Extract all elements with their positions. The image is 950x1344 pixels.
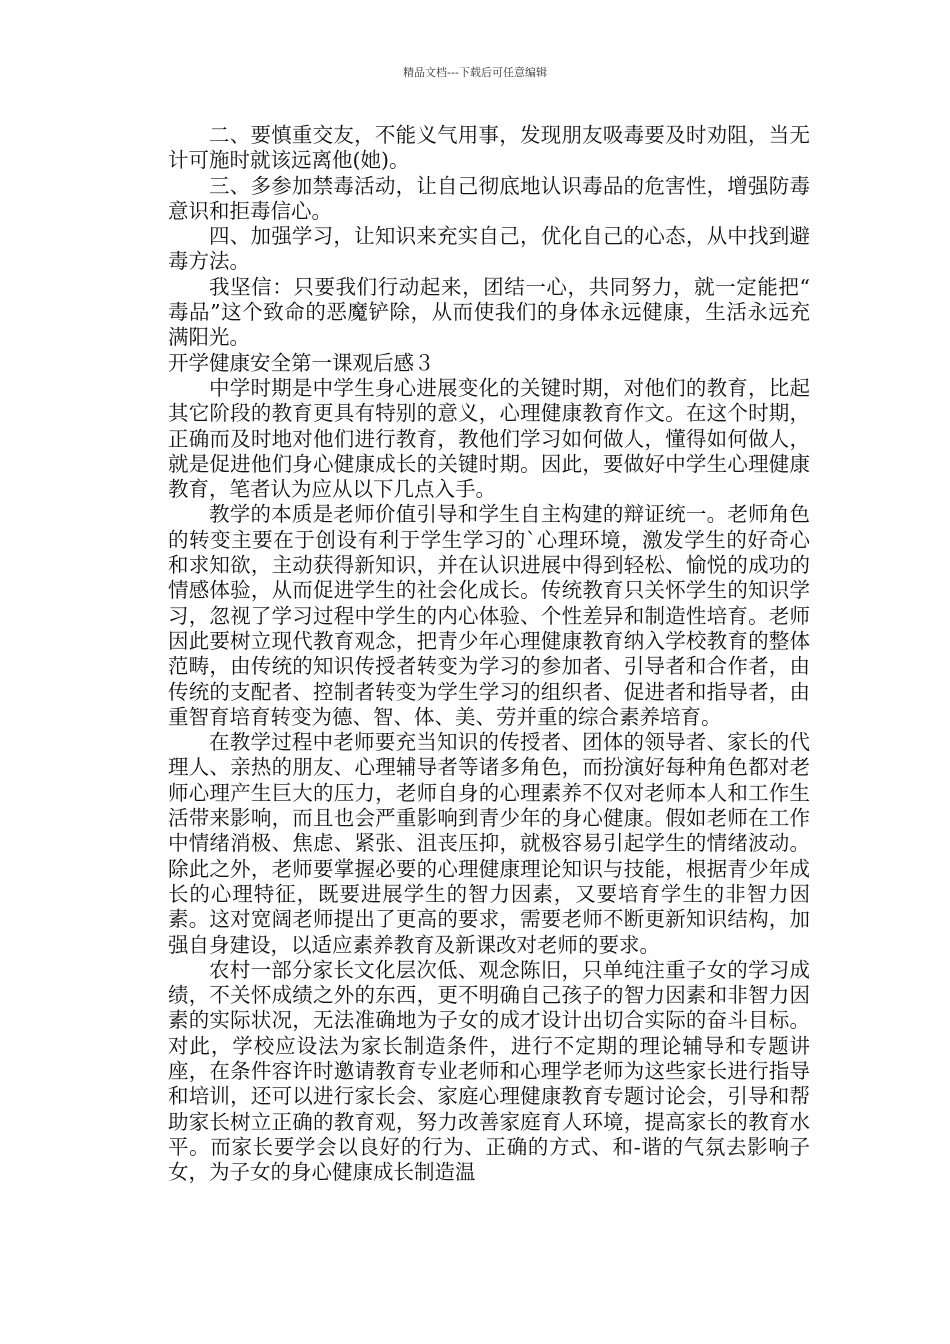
page-header: 精品文档---下载后可任意编辑 (403, 66, 547, 79)
paragraph: 我坚信：只要我们行动起来，团结一心，共同努力，就一定能把“ 毒品”这个致命的恶魔铲除，从而使我们的身体永远健康，生活永远充满阳光。 (168, 274, 810, 350)
section-title: 开学健康安全第一课观后感３ (168, 350, 435, 375)
document-body (168, 123, 810, 1185)
paragraph: 二、要慎重交友，不能义气用事，发现朋友吸毒要及时劝阻，当无计可施时就该远离他(她)。 (168, 123, 810, 173)
paragraph: 教学的本质是老师价值引导和学生自主构建的辩证统一。老师角色的转变主要在于创设有利于学生学习的`心理环境，激发学生的好奇心和求知欲，主动获得新知识，并在认识进展中得到轻松、愉悦的成功的情感体验，从而促进学生的社会化成长。传统教育只关怀学生的知识学习，忽视了学习过程中学生的内心体验、个性差异和制造性培育。老师因此要树立现代教育观念，把青少年心理健康教育纳入学校教育的整体范畴，由传统的知识传授者转变为学习的参加者、引导者和合作者，由传统的支配者、控制者转变为学生学习的组织者、促进者和指导者，由重智育培育转变为德、智、体、美、劳并重的综合素养培育。 (168, 502, 810, 729)
paragraph: 在教学过程中老师要充当知识的传授者、团体的领导者、家长的代理人、亲热的朋友、心理辅导者等诸多角色，而扮演好每种角色都对老师心理产生巨大的压力，老师自身的心理素养不仅对老师本人和工作生活带来影响，而且也会严重影响到青少年的身心健康。假如老师在工作中情绪消极、焦虑、紧张、沮丧压抑，就极容易引起学生的情绪波动。除此之外，老师要掌握必要的心理健康理论知识与技能，根据青少年成长的心理特征，既要进展学生的智力因素，又要培育学生的非智力因素。这对宽阔老师提出了更高的要求，需要老师不断更新知识结构，加强自身建设，以适应素养教育及新课改对老师的要求。 (168, 730, 810, 957)
paragraph: 中学时期是中学生身心进展变化的关键时期，对他们的教育，比起其它阶段的教育更具有特别的意义，心理健康教育作文。在这个时期，正确而及时地对他们进行教育，教他们学习如何做人，懂得如何做人，就是促进他们身心健康成长的关键时期。因此，要做好中学生心理健康教育，笔者认为应从以下几点入手。 (168, 375, 810, 502)
paragraph: 农村一部分家长文化层次低、观念陈旧，只单纯注重子女的学习成绩，不关怀成绩之外的东西，更不明确自己孩子的智力因素和非智力因素的实际状况，无法准确地为子女的成才设计出切合实际的奋斗目标。对此，学校应设法为家长制造条件，进行不定期的理论辅导和专题讲座，在条件容许时邀请教育专业老师和心理学老师为这些家长进行指导和培训，还可以进行家长会、家庭心理健康教育专题讨论会，引导和帮助家长树立正确的教育观，努力改善家庭育人环境，提高家长的教育水平。而家长要学会以良好的行为、正确的方式、和-谐的气氛去影响子女，为子女的身心健康成长制造温 (168, 957, 810, 1185)
paragraph: 四、加强学习，让知识来充实自己，优化自己的心态，从中找到避毒方法。 (168, 224, 810, 274)
paragraph: 三、多参加禁毒活动，让自己彻底地认识毒品的危害性，增强防毒意识和拒毒信心。 (168, 173, 810, 223)
